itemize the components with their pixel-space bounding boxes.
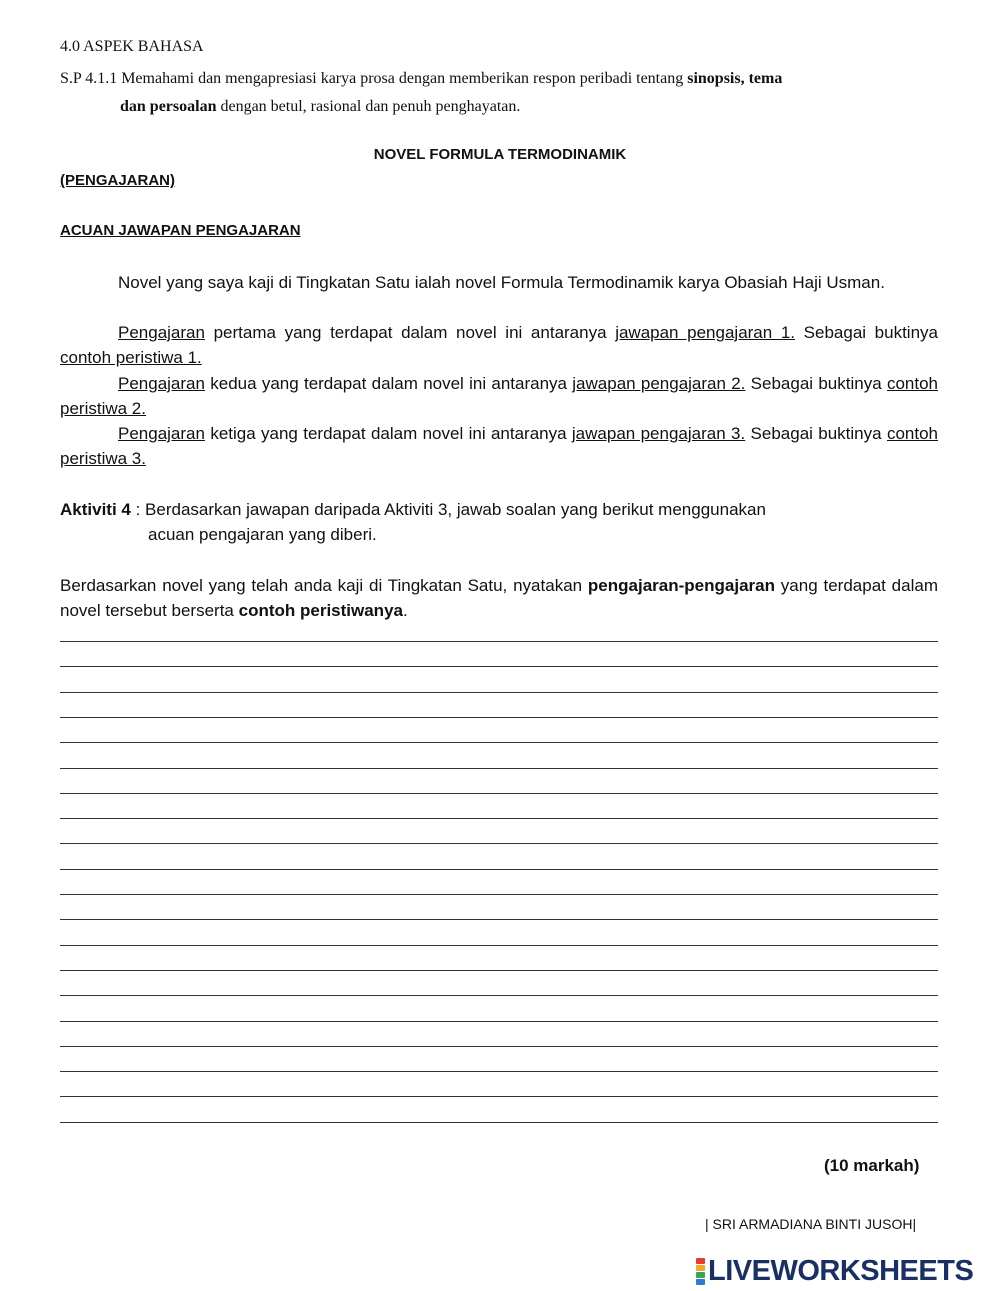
marks-label: (10 markah) [824, 1156, 920, 1175]
logo-block [696, 1279, 705, 1285]
logo-mark-icon [696, 1258, 705, 1285]
answer-line[interactable] [60, 945, 938, 946]
page-title: NOVEL FORMULA TERMODINAMIK [373, 146, 627, 163]
lesson-paragraph-1: Pengajaran pertama yang terdapat dalam novel ini antaranya jawapan pengajaran 1. Sebagai buktinya contoh peristiwa 1. [60, 323, 938, 367]
answer-line[interactable] [60, 742, 938, 743]
lesson-paragraph-2: Pengajaran kedua yang terdapat dalam novel ini antaranya jawapan pengajaran 2. Sebagai buktinya contoh peristiwa 2. [60, 374, 938, 418]
section-heading: 4.0 ASPEK BAHASA [60, 38, 204, 55]
brand-name: LIVEWORKSHEETS [708, 1255, 974, 1287]
answer-line[interactable] [60, 995, 938, 996]
acuan-heading: ACUAN JAWAPAN PENGAJARAN [60, 222, 301, 239]
activity-instruction: Aktiviti 4 : Berdasarkan jawapan daripada Aktiviti 3, jawab soalan yang berikut menggunakan acuan pengajaran yang diberi. [60, 500, 766, 544]
page-subtitle: (PENGAJARAN) [60, 172, 176, 189]
standard-text [60, 65, 940, 121]
answer-line[interactable] [60, 717, 938, 718]
liveworksheets-logo [696, 1255, 973, 1288]
answer-line[interactable] [60, 919, 938, 920]
intro-paragraph: Novel yang saya kaji di Tingkatan Satu ialah novel Formula Termodinamik karya Obasiah Haji Usman. [118, 273, 885, 292]
lesson-paragraph-3: Pengajaran ketiga yang terdapat dalam novel ini antaranya jawapan pengajaran 3. Sebagai buktinya contoh peristiwa 3. [60, 424, 938, 468]
answer-line[interactable] [60, 1046, 938, 1047]
answer-line[interactable] [60, 843, 938, 844]
answer-line[interactable] [60, 1071, 938, 1072]
answer-line[interactable] [60, 1122, 938, 1123]
standard-bold-2: dan persoalan [120, 98, 217, 115]
answer-line[interactable] [60, 641, 938, 642]
answer-line[interactable] [60, 818, 938, 819]
logo-block [696, 1265, 705, 1271]
answer-line[interactable] [60, 970, 938, 971]
answer-line[interactable] [60, 869, 938, 870]
standard-suffix: dengan betul, rasional dan penuh penghayatan. [216, 98, 521, 115]
answer-line[interactable] [60, 793, 938, 794]
activity-label: Aktiviti 4 [60, 500, 131, 519]
answer-line[interactable] [60, 1021, 938, 1022]
author-credit: | SRI ARMADIANA BINTI JUSOH| [705, 1216, 917, 1232]
answer-line[interactable] [60, 692, 938, 693]
answer-line[interactable] [60, 768, 938, 769]
question-text: Berdasarkan novel yang telah anda kaji di Tingkatan Satu, nyatakan pengajaran-pengajaran yang terdapat dalam novel tersebut berserta contoh peristiwanya. [60, 576, 938, 620]
standard-bold-1: sinopsis, tema [687, 70, 783, 87]
standard-prefix: S.P 4.1.1 Memahami dan mengapresiasi karya prosa dengan memberikan respon peribadi tentang [60, 70, 688, 87]
answer-line[interactable] [60, 1096, 938, 1097]
logo-block [696, 1272, 705, 1278]
logo-block [696, 1258, 705, 1264]
answer-line[interactable] [60, 894, 938, 895]
answer-line[interactable] [60, 666, 938, 667]
